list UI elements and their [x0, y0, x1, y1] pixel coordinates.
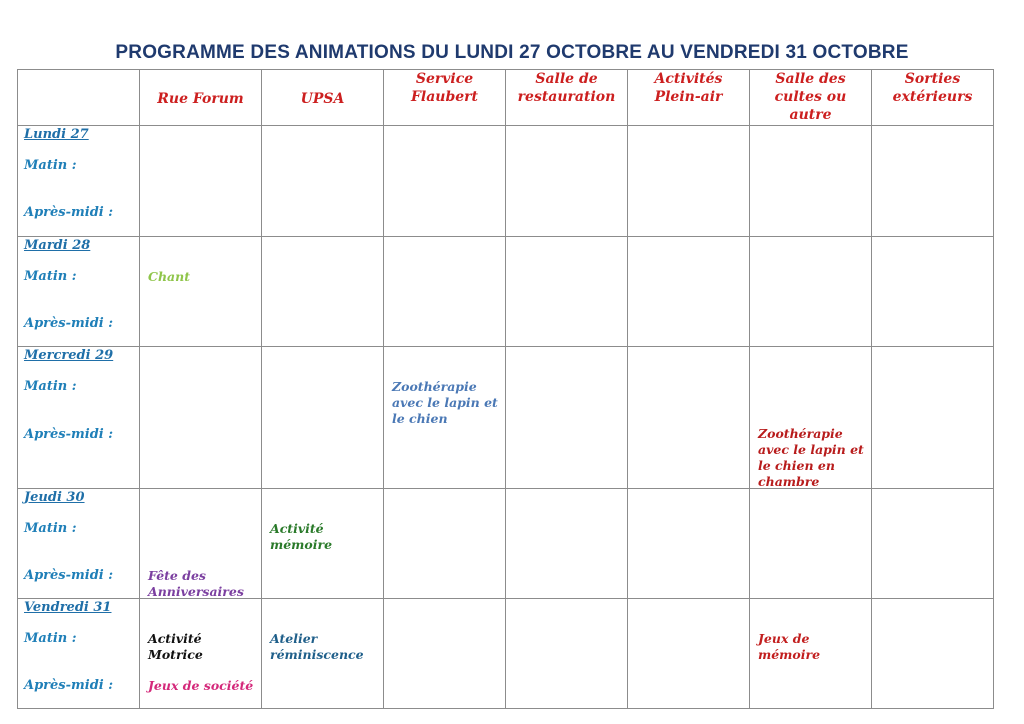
- slot-cell: [262, 237, 384, 347]
- day-cell-mardi: [18, 237, 140, 347]
- day-name: Mardi 28: [24, 238, 91, 253]
- activity-memoire: Activité mémoire: [270, 521, 333, 552]
- activity-anniversaires: Fête des Anniversaires: [148, 568, 244, 599]
- day-name: Vendredi 31: [24, 600, 112, 615]
- day-name: Mercredi 29: [24, 348, 114, 363]
- apres-midi-label: Après-midi :: [24, 205, 114, 220]
- slot-cell: [872, 237, 994, 347]
- slot-cell: [750, 237, 872, 347]
- slot-cell: [506, 126, 628, 237]
- day-cell-lundi: [18, 126, 140, 237]
- slot-cell: [750, 489, 872, 599]
- slot-cell: [628, 237, 750, 347]
- slot-cell: [140, 126, 262, 237]
- day-cell-mercredi: [18, 347, 140, 489]
- slot-cell: [872, 599, 994, 709]
- slot-cell: [872, 489, 994, 599]
- slot-cell: [628, 489, 750, 599]
- slot-cell: [140, 347, 262, 489]
- slot-cell: [506, 347, 628, 489]
- day-cell-vendredi: [18, 599, 140, 709]
- activity-jeux-societe: Jeux de société: [148, 678, 254, 693]
- slot-cell: [506, 237, 628, 347]
- column-header-sorties-exterieurs: Sorties extérieurs: [872, 70, 994, 126]
- day-row-mardi: [18, 237, 994, 347]
- activity-motrice: Activité Motrice: [148, 631, 203, 662]
- schedule-table: [17, 69, 994, 709]
- day-row-jeudi: [18, 489, 994, 599]
- slot-cell: [384, 126, 506, 237]
- matin-label: Matin :: [24, 158, 77, 173]
- slot-cell: [628, 126, 750, 237]
- matin-label: Matin :: [24, 269, 77, 284]
- column-header-activites-plein-air: Activités Plein-air: [628, 70, 750, 126]
- slot-cell: [750, 599, 872, 709]
- slot-cell: [872, 126, 994, 237]
- slot-cell: [140, 599, 262, 709]
- header-row: [18, 70, 994, 126]
- slot-cell: [384, 347, 506, 489]
- apres-midi-label: Après-midi :: [24, 427, 114, 442]
- corner-cell: [18, 70, 140, 126]
- column-header-service-flaubert: Service Flaubert: [384, 70, 506, 126]
- activity-zootherapie: Zoothérapie avec le lapin et le chien: [392, 379, 498, 426]
- slot-cell: [262, 599, 384, 709]
- day-row-lundi: [18, 126, 994, 237]
- column-header-upsa: UPSA: [262, 70, 384, 126]
- apres-midi-label: Après-midi :: [24, 678, 114, 693]
- slot-cell: [384, 237, 506, 347]
- activity-reminiscence: Atelier réminiscence: [270, 631, 364, 662]
- activity-jeux-memoire: Jeux de mémoire: [758, 631, 821, 662]
- matin-label: Matin :: [24, 521, 77, 536]
- column-header-rue-forum: Rue Forum: [140, 70, 262, 126]
- apres-midi-label: Après-midi :: [24, 568, 114, 583]
- matin-label: Matin :: [24, 631, 77, 646]
- slot-cell: [262, 126, 384, 237]
- slot-cell: [872, 347, 994, 489]
- slot-cell: [384, 599, 506, 709]
- day-row-vendredi: [18, 599, 994, 709]
- page-title: PROGRAMME DES ANIMATIONS DU LUNDI 27 OCTOBRE AU VENDREDI 31 OCTOBRE: [115, 42, 909, 63]
- slot-cell: [384, 489, 506, 599]
- slot-cell: [628, 599, 750, 709]
- slot-cell: [506, 489, 628, 599]
- day-name: Lundi 27: [24, 127, 89, 142]
- activity-chant: Chant: [148, 269, 190, 284]
- slot-cell: [140, 237, 262, 347]
- day-row-mercredi: [18, 347, 994, 489]
- slot-cell: [750, 347, 872, 489]
- slot-cell: [262, 347, 384, 489]
- column-header-salle-restauration: Salle de restauration: [506, 70, 628, 126]
- slot-cell: [262, 489, 384, 599]
- matin-label: Matin :: [24, 379, 77, 394]
- slot-cell: [750, 126, 872, 237]
- column-header-salle-cultes: Salle des cultes ou autre: [750, 70, 872, 126]
- slot-cell: [628, 347, 750, 489]
- slot-cell: [506, 599, 628, 709]
- day-cell-jeudi: [18, 489, 140, 599]
- slot-cell: [140, 489, 262, 599]
- apres-midi-label: Après-midi :: [24, 316, 114, 331]
- activity-zootherapie-chambre: Zoothérapie avec le lapin et le chien en chambre: [758, 426, 864, 489]
- day-name: Jeudi 30: [24, 490, 85, 505]
